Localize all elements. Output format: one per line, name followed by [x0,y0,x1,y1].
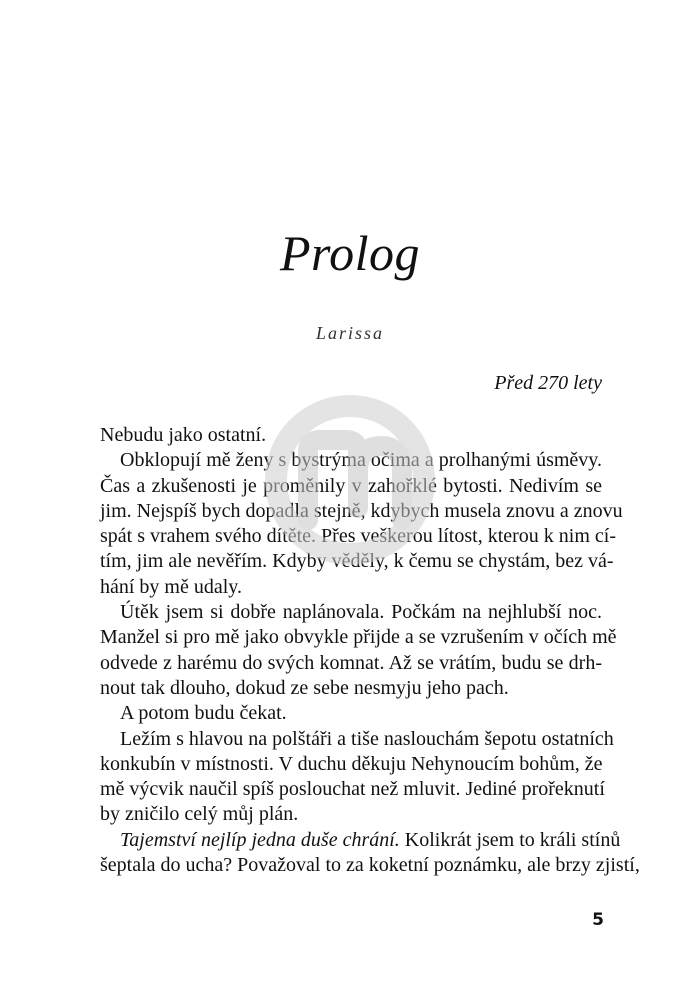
narrator-name: Larissa [315,323,385,343]
text-line: A potom budu čekat. [120,702,287,725]
text-line [100,828,621,853]
italic-phrase: Tajemství nejlíp jedna duše chrání. [120,828,400,851]
text-line: nout tak dlouho, dokud ze sebe nesmyju jeho pach. [100,676,509,699]
text-fragment: Kolikrát jsem to králi stínů [399,828,621,851]
text-line: jim. Nejspíš bych dopadla stejně, kdybych musela znovu a znovu [100,499,623,522]
text-line: mě výcvik naučil spíš poslouchat než mluvit. Jediné prořeknutí [100,778,605,801]
text-line: spát s vrahem svého dítěte. Přes veškerou lítost, kterou k nim cí- [100,525,617,548]
page-number: 5 [592,910,604,930]
chapter-title: Prolog [279,225,421,281]
body-text [100,423,640,878]
time-note: Před 270 lety [494,372,602,394]
text-line: Čas a zkušenosti je proměnily v zahořklé bytosti. Nedivím se [100,474,602,497]
text-line: Manžel si pro mě jako obvykle přijde a se vzrušením v očích mě [100,626,617,649]
text-line: Ležím s hlavou na polštáři a tiše naslouchám šepotu ostatních [120,727,614,750]
text-line: Obklopují mě ženy s bystrýma očima a prolhanými úsměvy. [120,449,602,472]
text-line: hání by mě udaly. [100,575,243,598]
text-line: Nebudu jako ostatní. [100,424,267,446]
text-line: odvede z harému do svých komnat. Až se vrátím, budu se drh- [100,651,602,674]
text-line: konkubín v místnosti. V duchu děkuju Nehynoucím bohům, že [100,752,603,775]
text-line: tím, jim ale nevěřím. Kdyby věděly, k čemu se chystám, bez vá- [100,550,614,573]
text-line: Útěk jsem si dobře naplánovala. Počkám na nejhlubší noc. [120,601,602,624]
text-line: by zničilo celý můj plán. [100,803,299,826]
text-line: šeptala do ucha? Považoval to za koketní poznámku, ale brzy zjistí, [100,854,640,877]
